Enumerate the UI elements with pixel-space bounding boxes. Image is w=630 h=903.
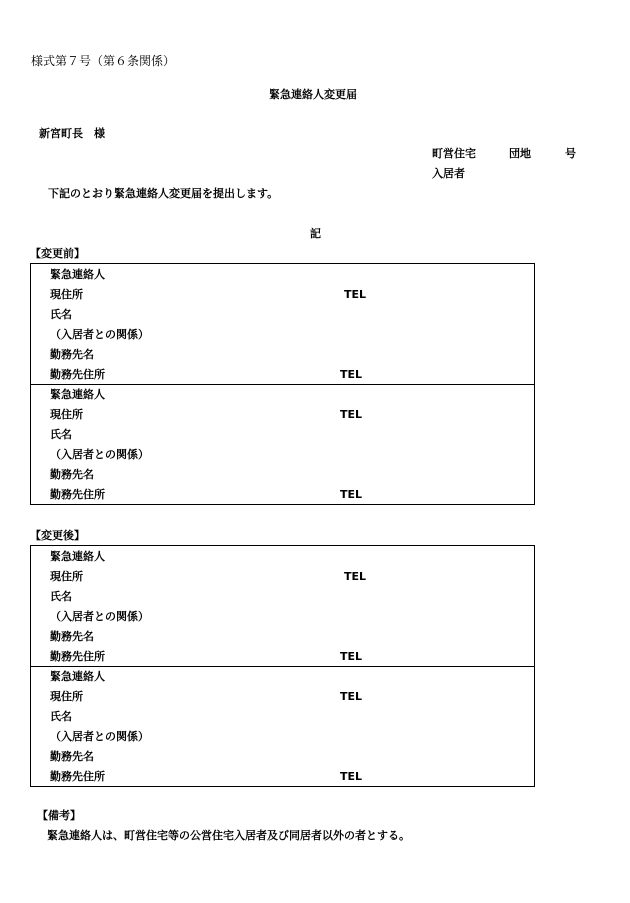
before-section-header: 【変更前】: [30, 247, 85, 260]
name-label: 氏名: [50, 710, 72, 723]
remarks-header: 【備考】: [37, 809, 81, 822]
address-label: 現住所: [50, 408, 83, 421]
after-section-header: 【変更後】: [30, 529, 85, 542]
tel-label: TEL: [340, 488, 363, 501]
ki-heading: 記: [310, 227, 321, 240]
contact-label: 緊急連絡人: [50, 670, 105, 683]
address-label: 現住所: [50, 690, 83, 703]
after-table: [30, 545, 535, 787]
contact-label: 緊急連絡人: [50, 388, 105, 401]
workplace-label: 勤務先名: [50, 348, 94, 361]
resident-label: 入居者: [432, 167, 465, 180]
tel-label: TEL: [340, 690, 363, 703]
contact-block: [31, 384, 534, 505]
contact-label: 緊急連絡人: [50, 550, 105, 563]
remarks-text: 緊急連絡人は、町営住宅等の公営住宅入居者及び同居者以外の者とする。: [47, 829, 410, 842]
contact-label: 緊急連絡人: [50, 268, 105, 281]
number-label: 号: [565, 147, 576, 160]
workplace-address-label: 勤務先住所: [50, 770, 105, 783]
contact-block: [31, 264, 534, 384]
tel-label: TEL: [344, 288, 367, 301]
intro-text: 下記のとおり緊急連絡人変更届を提出します。: [48, 187, 279, 200]
relation-label: （入居者との関係）: [50, 730, 149, 743]
tel-label: TEL: [340, 368, 363, 381]
relation-label: （入居者との関係）: [50, 328, 149, 341]
addressee: 新宮町長 様: [39, 127, 105, 140]
complex-label: 団地: [509, 147, 531, 160]
tel-label: TEL: [340, 770, 363, 783]
address-label: 現住所: [50, 288, 83, 301]
address-label: 現住所: [50, 570, 83, 583]
workplace-address-label: 勤務先住所: [50, 650, 105, 663]
name-label: 氏名: [50, 308, 72, 321]
relation-label: （入居者との関係）: [50, 610, 149, 623]
contact-block: [31, 666, 534, 787]
workplace-label: 勤務先名: [50, 750, 94, 763]
housing-label: 町営住宅: [432, 147, 476, 160]
document-title: 緊急連絡人変更届: [269, 88, 357, 101]
tel-label: TEL: [344, 570, 367, 583]
form-number: 様式第７号（第６条関係）: [31, 54, 176, 68]
relation-label: （入居者との関係）: [50, 448, 149, 461]
workplace-label: 勤務先名: [50, 630, 94, 643]
tel-label: TEL: [340, 650, 363, 663]
name-label: 氏名: [50, 590, 72, 603]
contact-block: [31, 546, 534, 666]
name-label: 氏名: [50, 428, 72, 441]
workplace-address-label: 勤務先住所: [50, 368, 105, 381]
before-table: [30, 263, 535, 505]
workplace-label: 勤務先名: [50, 468, 94, 481]
workplace-address-label: 勤務先住所: [50, 488, 105, 501]
tel-label: TEL: [340, 408, 363, 421]
